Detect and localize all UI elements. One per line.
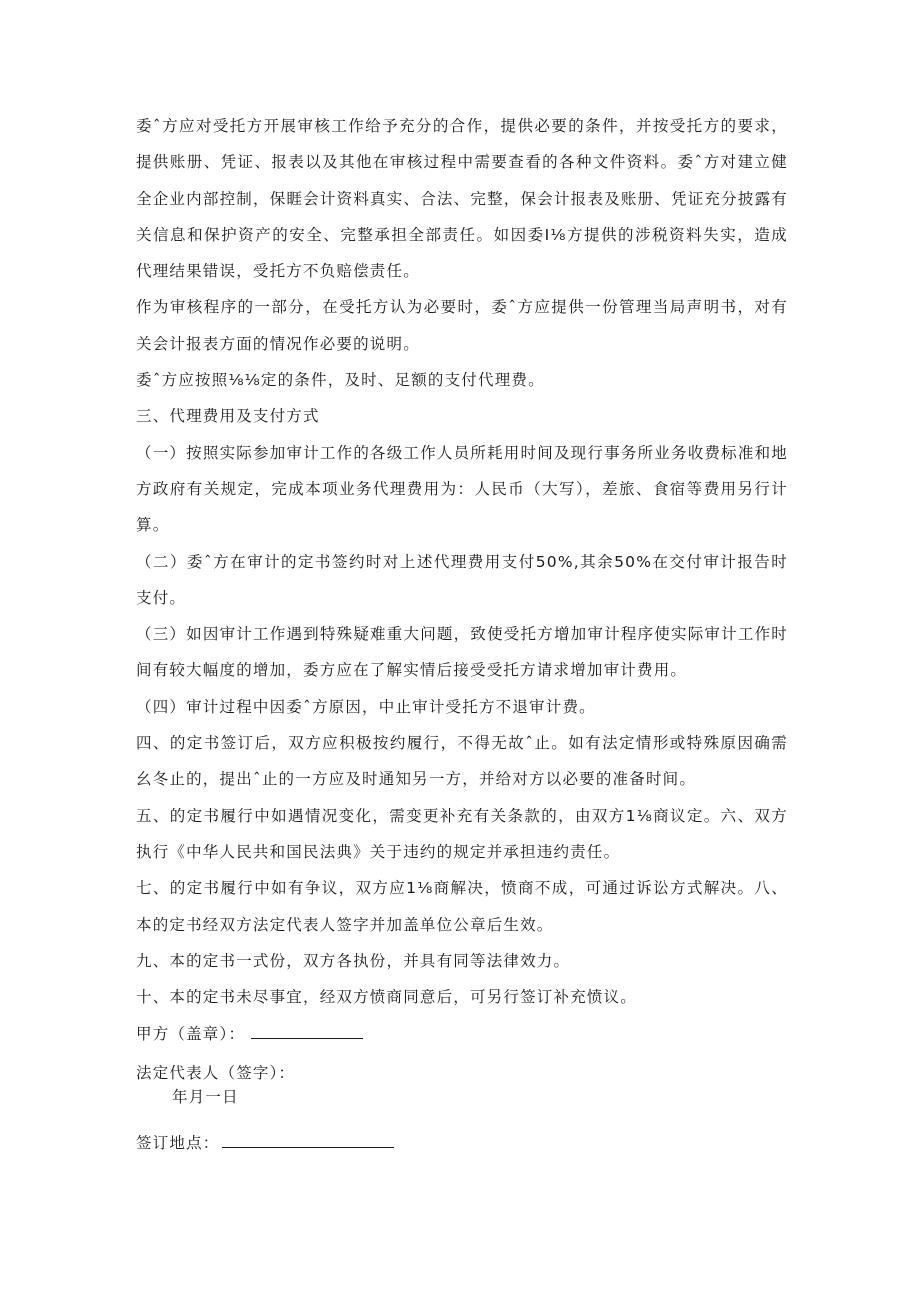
party-a-seal-blank <box>251 1020 363 1039</box>
paragraph-clause-5-6: 五、的定书履行中如遇情况变化，需变更补充有关条款的，由双方1⅛商议定。六、双方执行《中华人民共和国民法典》关于违约的规定并承担违约责任。 <box>136 806 788 861</box>
document-body <box>136 108 788 1155</box>
paragraph-payment-obligation: 委ˆ方应按照⅛⅛定的条件，及时、足额的支付代理费。 <box>136 371 545 390</box>
paragraph-client-cooperation: 委ˆ方应对受托方开展审核工作给予充分的合作，提供必要的条件，并按受托方的要求，提供账册、凭证、报表以及其他在审核过程中需要查看的各种文件资料。委ˆ方对建立健全企业内部控制，保睚会计资料真实、合法、完整，保会计报表及账册、凭证充分披露有关信息和保护资产的安全、完整承担全部责任。如因委I⅛方提供的涉税资料失实，造成代理结果错误，受托方不负赔偿责任。 <box>136 117 788 281</box>
place-label: 签订地点： <box>136 1134 220 1153</box>
signature-party-a <box>136 1017 788 1051</box>
paragraph-clause-4: 四、的定书签订后，双方应积极按约履行，不得无故ˆ止。如有法定情形或特殊原因确需幺冬止的，提出ˆ止的一方应及时通知另一方，并给对方以必要的准备时间。 <box>136 734 788 789</box>
legal-representative-label: 法定代表人（签字）： <box>136 1064 296 1083</box>
paragraph-clause-9: 九、本的定书一式份，双方各执份，并具有同等法律效力。 <box>136 951 571 970</box>
paragraph-clause-7-8: 七、的定书履行中如有争议，双方应1⅛商解决，愤商不成，可通过诉讼方式解决。八、本的定书经双方法定代表人签字并加盖单位公章后生效。 <box>136 879 788 934</box>
paragraph-fee-item-3: （三）如因审计工作遇到特殊疑难重大问题，致使受托方增加审计程序使实际审计工作时间有较大幅度的增加，委方应在了解实情后接受受托方请求增加审计费用。 <box>136 625 788 680</box>
paragraph-clause-10: 十、本的定书未尽事宜，经双方愤商同意后，可另行签订补充愤议。 <box>136 988 638 1007</box>
paragraph-management-statement: 作为审核程序的一部分，在受托方认为必要时，委ˆ方应提供一份管理当局声明书，对有关会计报表方面的情况作必要的说明。 <box>136 298 788 353</box>
signature-place <box>136 1129 788 1155</box>
paragraph-fee-item-4: （四）审计过程中因委ˆ方原因，中止审计受托方不退审计费。 <box>136 697 596 716</box>
place-blank <box>222 1129 394 1148</box>
party-a-label: 甲方（盖章）： <box>136 1025 246 1044</box>
paragraph-fee-item-1: （一）按照实际参加审计工作的各级工作人员所耗用时间及现行事务所业务收费标准和地方政府有关规定，完成本项业务代理费用为：人民币（大写），差旅、食宿等费用另行计算。 <box>136 443 788 535</box>
section-heading-fees: 三、代理费用及支付方式 <box>136 407 320 426</box>
paragraph-fee-item-2: （二）委ˆ方在审计的定书签约时对上述代理费用支付50%,其余50%在交付审计报告时支付。 <box>136 552 788 607</box>
signature-date: 年月一日 <box>172 1088 239 1107</box>
